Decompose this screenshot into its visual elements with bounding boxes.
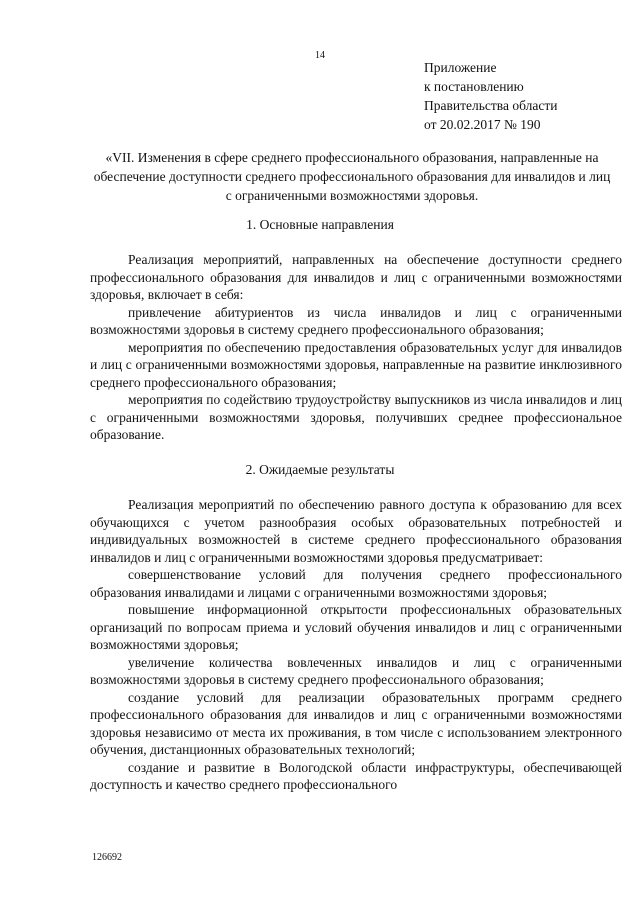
section-title: 2. Ожидаемые результаты [245, 462, 395, 477]
paragraph: Реализация мероприятий, направленных на обеспечение доступности среднего профессионального образования для инвалидов и лиц с ограниченными возможностями здоровья, включает в себя: [90, 252, 622, 302]
paragraph: создание и развитие в Вологодской области инфраструктуры, обеспечивающей доступность и качество среднего профессионального [90, 759, 622, 792]
appendix-line: от 20.02.2017 № 190 [424, 117, 541, 132]
section-body [90, 251, 622, 444]
paragraph: увеличение количества вовлеченных инвалидов и лиц с ограниченными возможностями здоровья в систему среднего профессионального образования; [90, 654, 622, 687]
paragraph: мероприятия по обеспечению предоставления образовательных услуг для инвалидов и лиц с ограниченными возможностями здоровья, направленные на развитие инклюзивного среднего профессионального образования; [90, 339, 622, 390]
appendix-line: Правительства области [424, 98, 558, 113]
appendix-block [424, 58, 557, 134]
section-body [90, 496, 622, 794]
page-number: 14 [315, 50, 325, 61]
section-title: 1. Основные направления [246, 217, 394, 232]
appendix-line: Приложение [424, 60, 497, 75]
paragraph: Реализация мероприятий по обеспечению равного доступа к образованию для всех обучающихся с учетом разнообразия особых образовательных потребностей и индивидуальных возможностей в системе среднего профессионального образования инвалидов и лиц с ограниченными возможностями здоровья предусматривает: [90, 497, 622, 565]
paragraph: повышение информационной открытости профессиональных образовательных организаций по вопросам приема и условий обучения инвалидов и лиц с ограниченными возможностями здоровья; [90, 602, 622, 652]
paragraph: привлечение абитуриентов из числа инвалидов и лиц с ограниченными возможностями здоровья в систему среднего профессионального образования; [90, 304, 622, 337]
document-code: 126692 [92, 852, 122, 863]
appendix-line: к постановлению [424, 79, 524, 94]
chapter-heading: «VII. Изменения в сфере среднего профессионального образования, направленные на обеспечение доступности среднего профессионального образования для инвалидов и лиц с ограниченными возможностями здоровья. [93, 150, 611, 203]
paragraph: создание условий для реализации образовательных программ среднего профессионального образования для инвалидов и лиц с ограниченными возможностями здоровья независимо от места их проживания, в том числе с использованием электронного обучения, дистанционных образовательных технологий; [90, 689, 622, 757]
paragraph: совершенствование условий для получения среднего профессионального образования инвалидами и лицами с ограниченными возможностями здоровья; [90, 567, 622, 600]
paragraph: мероприятия по содействию трудоустройству выпускников из числа инвалидов и лиц с ограниченными возможностями здоровья, получивших среднее профессиональное образование. [90, 392, 622, 442]
